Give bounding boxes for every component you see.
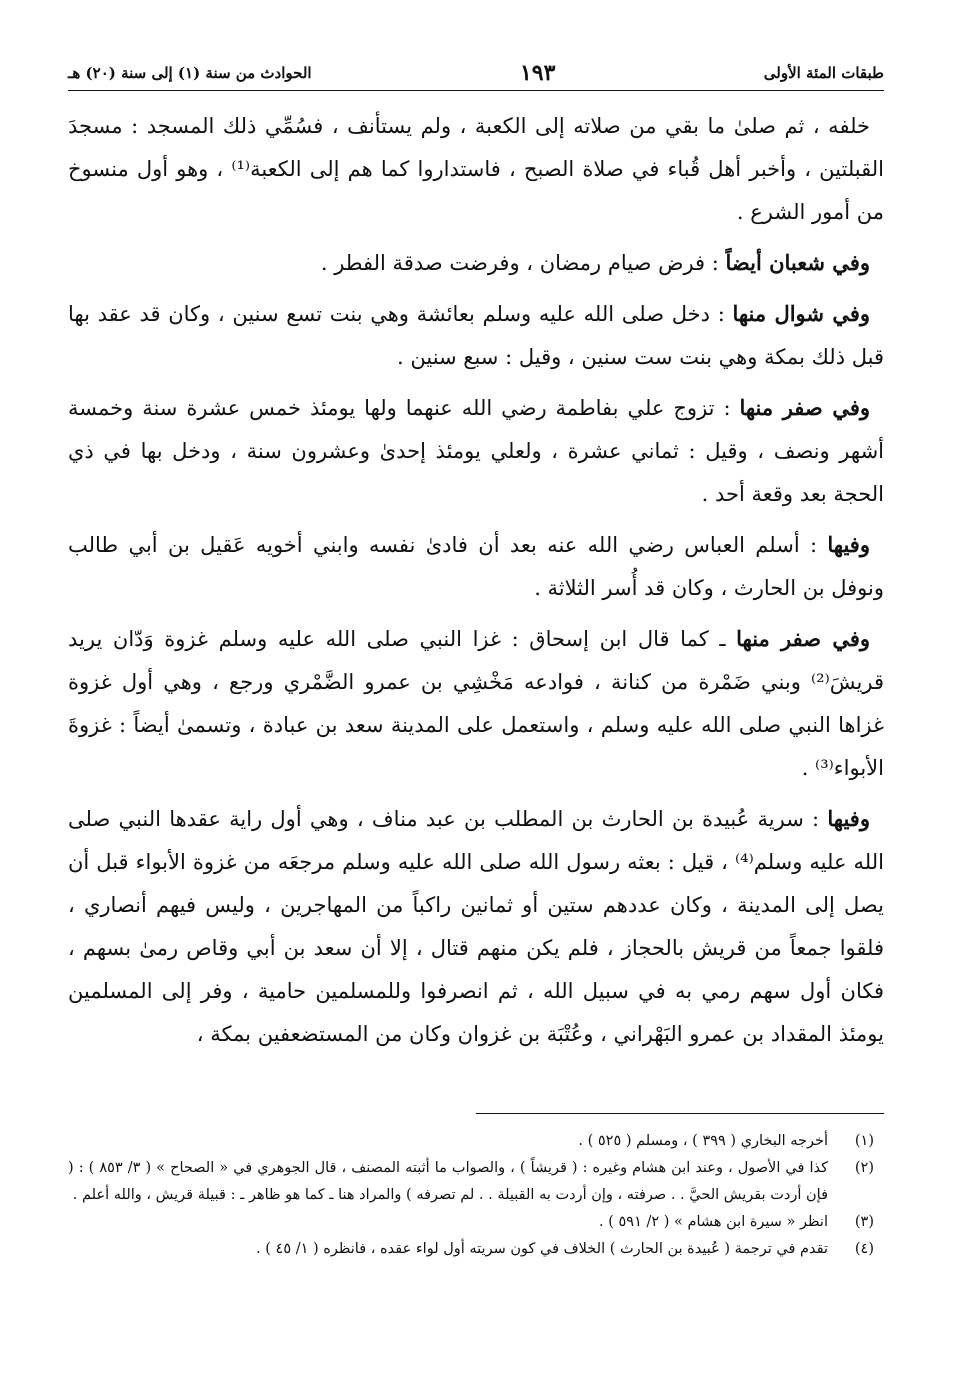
footnote-text: أخرجه البخاري ( ٣٩٩ ) ، ومسلم ( ٥٢٥ ) . [578,1133,828,1149]
footnote [68,1155,884,1209]
footnote [68,1209,884,1236]
paragraph-lead: وفيها [827,806,870,831]
paragraph-lead: وفي شوال منها [732,301,871,326]
paragraph-lead: وفيها [827,532,870,557]
footnote-text: كذا في الأصول ، وعند ابن هشام وغيره : ( قريشاً ) ، والصواب ما أثبته المصنف ، قال الجوهري في « الصحاح » ( ٣/ ٨٥٣ ) : ( فإن أردت بقريش الحيَّ . . صرفته ، وإن أردت به القبيلة . . لم تصرفه ) والمراد هنا ـ كما هو ظاهر ـ : قبيلة قريش ، والله أعلم . [68,1160,828,1203]
paragraph [68,104,884,234]
footnote-text: انظر « سيرة ابن هشام » ( ٢/ ٥٩١ ) . [599,1214,828,1230]
paragraph-lead: وفي صفر منها [736,626,871,651]
footnote [68,1128,884,1155]
running-header [68,56,884,91]
paragraph [68,292,884,379]
main-text [68,104,884,1063]
paragraph-lead: وفي صفر منها [739,395,870,420]
paragraph-lead: وفي شعبان أيضاً [725,250,870,275]
book-title: طبقات المئة الأولى [763,64,884,82]
footnote-number: (٤) [854,1241,874,1257]
footnote-number: (١) [854,1133,874,1149]
footnotes [68,1128,884,1263]
paragraph-text: : أسلم العباس رضي الله عنه بعد أن فادىٰ نفسه وابني أخويه عَقيل بن أبي طالب ونوفل بن الحارث ، وكان قد أُسر الثلاثة . [68,533,884,600]
page-number: ١٩٣ [519,60,556,86]
chapter-title: الحوادث من سنة (١) إلى سنة (٢٠) هـ [68,64,312,82]
paragraph-text: خلفه ، ثم صلىٰ ما بقي من صلاته إلى الكعبة ، ولم يستأنف ، فسُمِّي ذلك المسجد : مسجدَ القبلتين ، وأخبر أهل قُباء في صلاة الصبح ، فاستداروا كما هم إلى الكعبة⁽¹⁾ ، وهو أول منسوخ من أمور الشرع . [68,114,884,224]
paragraph [68,241,884,285]
footnote-number: (٢) [854,1160,874,1176]
footnote [68,1236,884,1263]
footnote-text: تقدم في ترجمة ( عُبيدة بن الحارث ) الخلاف في كون سريته أول لواء عقده ، فانظره ( ١/ ٤٥ ) . [256,1241,828,1257]
footnote-number: (٣) [854,1214,874,1230]
paragraph [68,523,884,610]
paragraph-text: : دخل صلى الله عليه وسلم بعائشة وهي بنت تسع سنين ، وكان قد عقد بها قبل ذلك بمكة وهي بنت ست سنين ، وقيل : سبع سنين . [68,302,884,369]
paragraph [68,797,884,1056]
paragraph-text: ـ كما قال ابن إسحاق : غزا النبي صلى الله عليه وسلم غزوة وَدّان يريد قريشَ⁽²⁾ وبني ضَمْرة من كنانة ، فوادعه مَخْشِي بن عمرو الضَّمْري ورجع ، وهي أول غزوة غزاها النبي صلى الله عليه وسلم ، واستعمل على المدينة سعد بن عبادة ، وتسمىٰ أيضاً : غزوةَ الأبواء⁽³⁾ . [68,627,884,780]
footnote-separator [476,1113,884,1114]
paragraph-text: : فرض صيام رمضان ، وفرضت صدقة الفطر . [320,251,726,275]
paragraph [68,386,884,516]
paragraph [68,617,884,790]
paragraph-text: : تزوج علي بفاطمة رضي الله عنهما ولها يومئذ خمس عشرة سنة وخمسة أشهر ونصف ، وقيل : ثماني عشرة ، ولعلي يومئذ إحدىٰ وعشرون سنة ، ودخل بها في ذي الحجة بعد وقعة أحد . [68,396,884,506]
paragraph-text: : سرية عُبيدة بن الحارث بن المطلب بن عبد مناف ، وهي أول راية عقدها النبي صلى الله عليه وسلم⁽⁴⁾ ، قيل : بعثه رسول الله صلى الله عليه وسلم مرجعَه من غزوة الأبواء قبل أن يصل إلى المدينة ، وكان عددهم ستين أو ثمانين راكباً من المهاجرين ، وليس فيهم أنصاري ، فلقوا جمعاً من قريش بالحجاز ، فلم يكن منهم قتال ، إلا أن سعد بن أبي وقاص رمىٰ بسهم ، فكان أول سهم رمي به في سبيل الله ، ثم انصرفوا وللمسلمين حامية ، وفر إلى المسلمين يومئذ المقداد بن عمرو البَهْراني ، وعُتْبَة بن غزوان وكان من المستضعفين بمكة ، [68,807,884,1046]
